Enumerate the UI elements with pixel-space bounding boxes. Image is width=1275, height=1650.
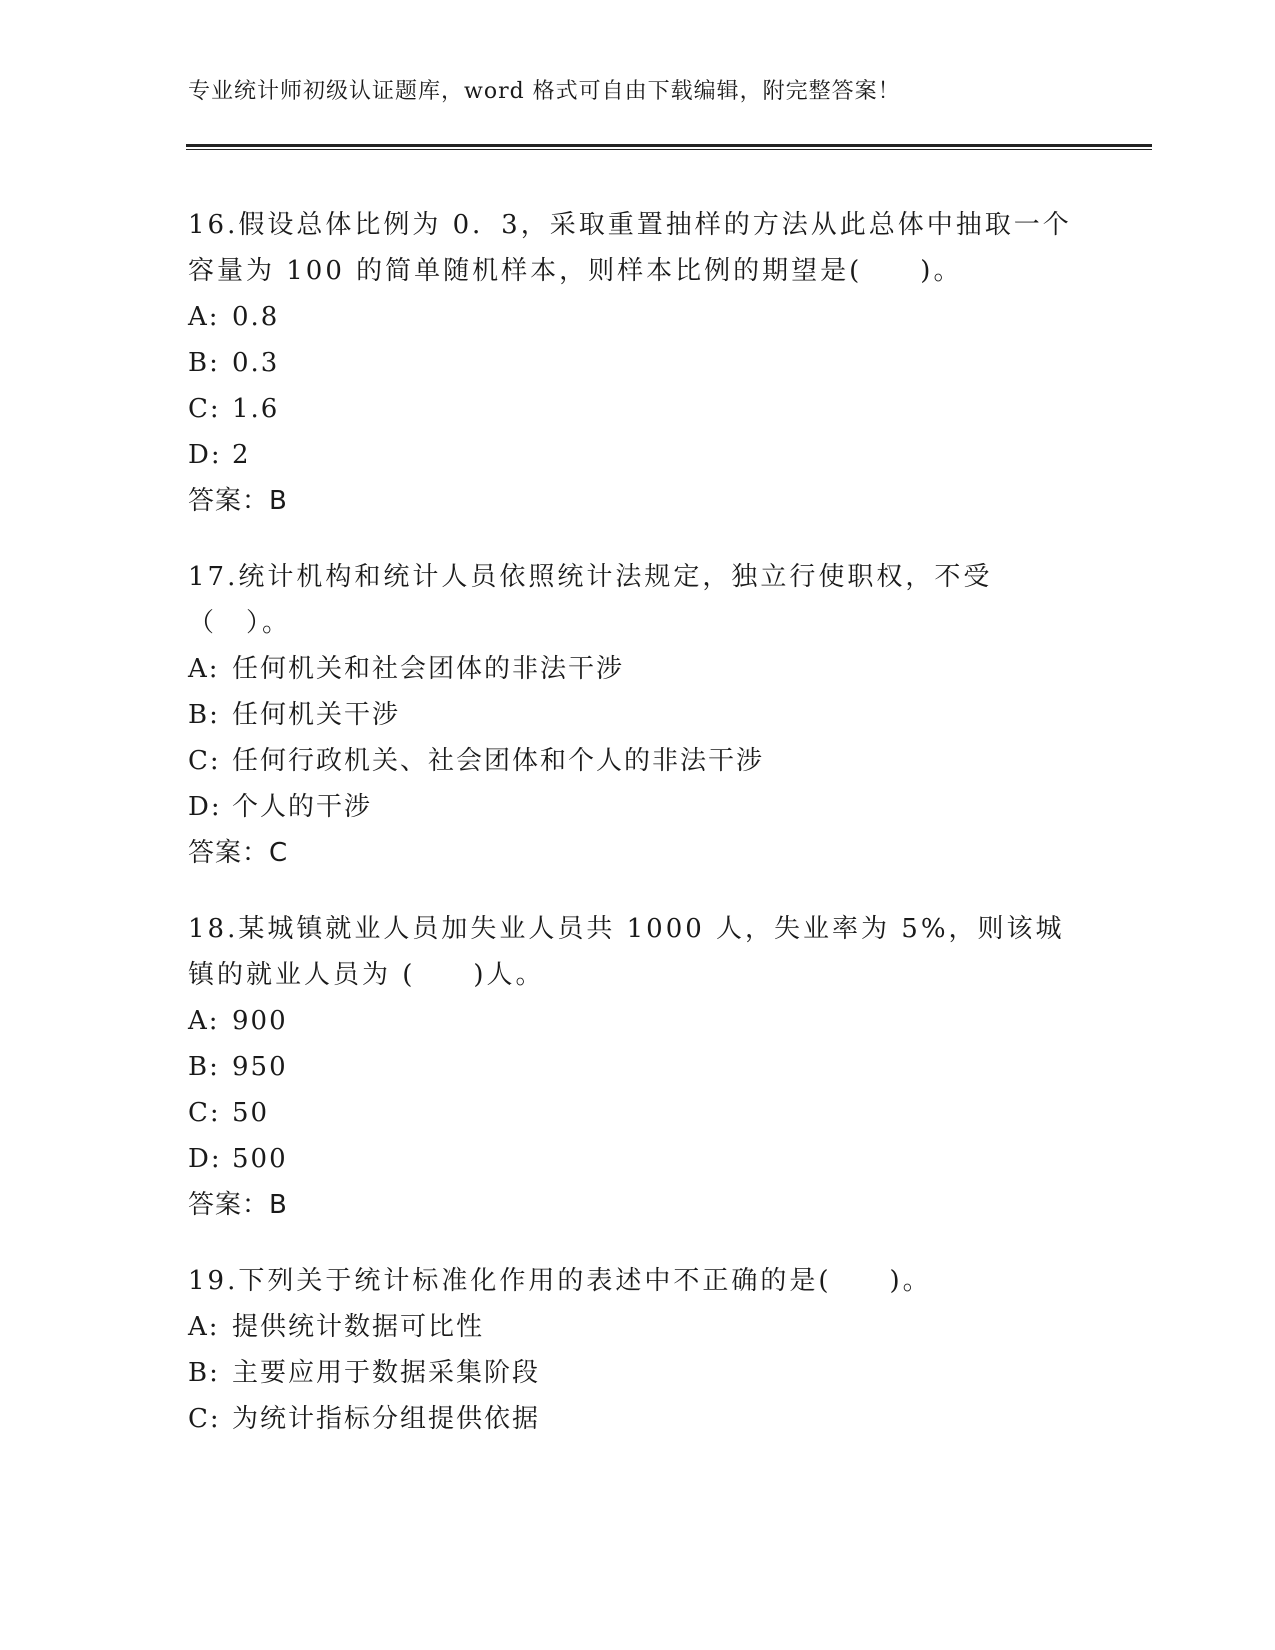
option-c [188,1090,1088,1136]
option-text: 950 [232,1052,288,1082]
option-letter: D: [188,440,222,470]
option-text: 50 [232,1098,270,1128]
option-c [188,1396,1088,1442]
page-header: 专业统计师初级认证题库，word 格式可自由下载编辑，附完整答案！ [188,79,901,104]
option-d [188,432,1088,478]
option-letter: C: [188,1098,221,1128]
option-text: 主要应用于数据采集阶段 [232,1358,541,1388]
option-letter: D: [188,792,222,822]
option-text: 个人的干涉 [232,792,373,822]
option-text: 任何机关和社会团体的非法干涉 [232,654,625,684]
option-d [188,1136,1088,1182]
option-letter: A: [188,654,220,684]
question-list [188,202,1088,1472]
option-text: 900 [232,1006,288,1036]
option-b [188,1044,1088,1090]
option-letter: C: [188,394,221,424]
option-c [188,738,1088,784]
option-text: 为统计指标分组提供依据 [232,1404,541,1434]
option-letter: C: [188,746,221,776]
option-letter: A: [188,302,220,332]
option-a [188,646,1088,692]
option-letter: A: [188,1312,220,1342]
option-text: 提供统计数据可比性 [232,1312,485,1342]
question-18 [188,906,1088,1228]
option-text: 0.8 [232,302,280,332]
option-letter: B: [188,348,220,378]
question-17 [188,554,1088,876]
option-a [188,998,1088,1044]
question-16 [188,202,1088,524]
header-divider-thick [186,144,1152,147]
option-text: 任何行政机关、社会团体和个人的非法干涉 [232,746,765,776]
question-stem: 18.某城镇就业人员加失业人员共 1000 人，失业率为 5%，则该城镇的就业人员为 ( )人。 [188,914,1065,990]
option-b [188,692,1088,738]
answer-label: 答案：B [188,1190,288,1220]
question-stem: 16.假设总体比例为 0．3，采取重置抽样的方法从此总体中抽取一个容量为 100 的简单随机样本，则样本比例的期望是( )。 [188,210,1072,286]
option-letter: B: [188,1052,220,1082]
option-text: 500 [232,1144,288,1174]
option-text: 2 [232,440,251,470]
option-a [188,1304,1088,1350]
question-stem: 17.统计机构和统计人员依照统计法规定，独立行使职权，不受（ ）。 [188,562,993,638]
option-c [188,386,1088,432]
option-b [188,340,1088,386]
answer-label: 答案：C [188,838,289,868]
option-letter: B: [188,1358,220,1388]
header-divider-thin [186,149,1152,150]
option-b [188,1350,1088,1396]
option-d [188,784,1088,830]
option-letter: D: [188,1144,222,1174]
question-19 [188,1258,1088,1442]
option-a [188,294,1088,340]
option-letter: C: [188,1404,221,1434]
answer-label: 答案：B [188,486,288,516]
option-text: 1.6 [232,394,280,424]
option-text: 0.3 [232,348,280,378]
option-letter: A: [188,1006,220,1036]
question-stem: 19.下列关于统计标准化作用的表述中不正确的是( )。 [188,1266,932,1296]
option-text: 任何机关干涉 [232,700,401,730]
header-divider [186,144,1152,150]
option-letter: B: [188,700,220,730]
